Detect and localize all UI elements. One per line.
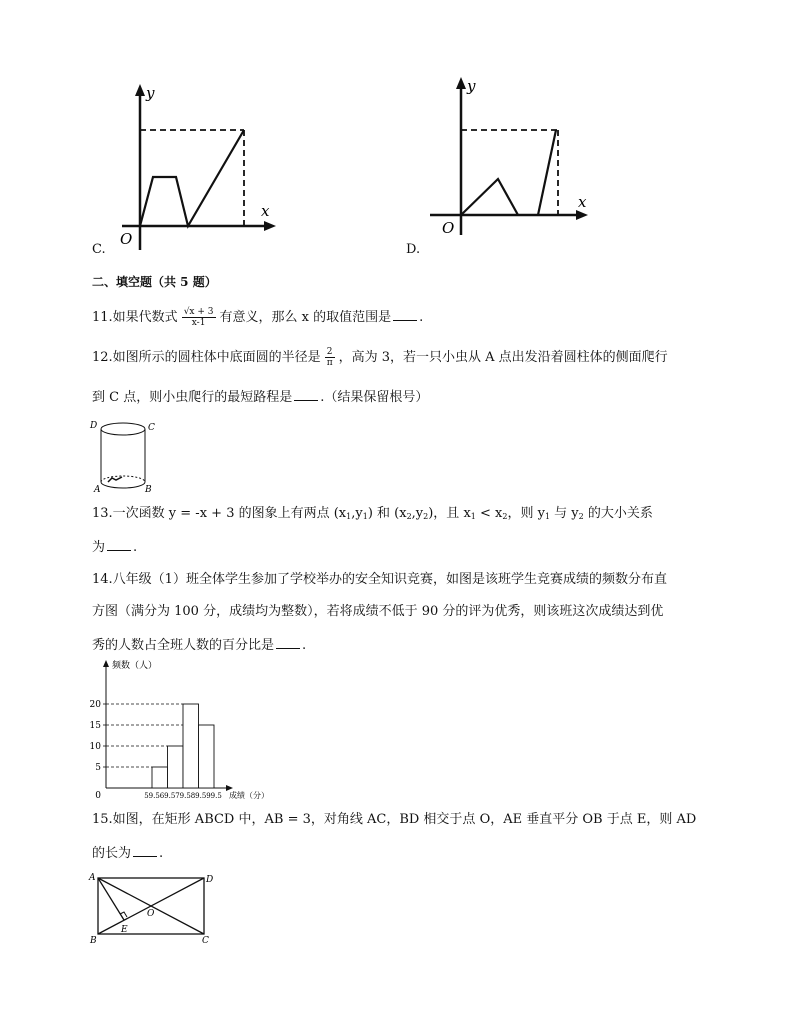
section-heading: 二、填空题（共 5 题） xyxy=(92,275,217,289)
cylinder-label-b: B xyxy=(145,485,152,494)
question-14-line-1: 14.八年级（1）班全体学生参加了学校举办的安全知识竞赛，如图是该班学生竞赛成绩的频数分布直 xyxy=(92,572,667,587)
hist-bar xyxy=(199,725,215,788)
option-d-label: D. xyxy=(406,242,421,257)
graph-d-x-label: x xyxy=(578,193,587,211)
q13-answer-blank[interactable] xyxy=(107,538,131,551)
q11-end: . xyxy=(419,310,424,325)
graph-d-x-arrow xyxy=(576,210,588,220)
q15-line2-post: . xyxy=(159,846,164,861)
hist-x-tick-label: 69.5 xyxy=(159,792,176,800)
q11-frac-den: x-1 xyxy=(191,318,206,328)
hist-x-label: 成绩（分） xyxy=(229,791,269,800)
hist-y-tick-label: 20 xyxy=(89,700,101,710)
cylinder-bottom-front xyxy=(101,482,145,488)
hist-y-label: 频数（人） xyxy=(112,661,158,671)
histogram-chart xyxy=(88,656,288,806)
q15-answer-blank[interactable] xyxy=(133,844,157,857)
graph-c-x-label: x xyxy=(261,202,270,220)
q14-answer-blank[interactable] xyxy=(276,636,300,649)
graph-c-y-arrow xyxy=(135,84,145,96)
graph-d xyxy=(428,75,598,250)
question-15-line-1: 15.如图，在矩形 ABCD 中，AB = 3，对角线 AC，BD 相交于点 O，AE 垂直平分 OB 于点 E，则 AD xyxy=(92,812,697,827)
hist-y-tick-label: 15 xyxy=(89,721,101,731)
hist-x-tick-label: 89.5 xyxy=(190,792,207,800)
cylinder-label-c: C xyxy=(148,423,155,433)
rect-label-e: E xyxy=(121,925,128,935)
rect-label-d: D xyxy=(206,875,214,885)
q13-line2-pre: 为 xyxy=(92,540,106,555)
q12-line2-pre: 到 C 点，则小虫爬行的最短路程是 xyxy=(92,390,293,405)
hist-x-tick-label: 79.5 xyxy=(175,792,191,800)
rect-label-o: O xyxy=(147,909,155,919)
option-c-label: C. xyxy=(92,242,106,257)
graph-d-curve-1 xyxy=(461,179,518,215)
q13-line2-post: . xyxy=(133,540,138,555)
q13-sub-5: 1 xyxy=(470,512,476,521)
graph-c-y-label: y xyxy=(146,84,155,102)
q13-text-5: )，且 x xyxy=(428,506,471,521)
graph-d-origin-label: O xyxy=(442,219,455,237)
q12-fraction xyxy=(325,347,335,368)
q13-text-7: ，则 y xyxy=(507,506,545,521)
rect-label-b: B xyxy=(90,936,97,946)
hist-y-tick-label: 5 xyxy=(95,763,101,773)
hist-bar xyxy=(183,704,199,788)
bug-icon xyxy=(108,477,122,482)
q12-line1-post: ，高为 3，若一只小虫从 A 点出发沿着圆柱体的侧面爬行 xyxy=(338,350,668,365)
question-15-line-2 xyxy=(92,844,163,862)
q12-line1-pre: 12.如图所示的圆柱体中底面圆的半径是 xyxy=(92,350,321,365)
q12-frac-num: 2 xyxy=(325,347,335,358)
q14-line3-post: . xyxy=(302,638,307,653)
q14-line3-pre: 秀的人数占全班人数的百分比是 xyxy=(92,638,275,653)
q11-post: 有意义，那么 x 的取值范围是 xyxy=(219,310,392,325)
q11-frac-num: √x + 3 xyxy=(183,307,214,317)
rect-label-c: C xyxy=(202,936,209,946)
hist-x-tick-label: 59.5 xyxy=(144,792,160,800)
q12-answer-blank[interactable] xyxy=(294,388,318,401)
q13-sub-3: 2 xyxy=(406,512,412,521)
q12-frac-den: π xyxy=(326,358,333,368)
hist-bar xyxy=(152,767,168,788)
q11-fraction xyxy=(182,307,216,328)
hist-x-tick-label: 99.5 xyxy=(206,792,222,800)
q13-text-6: < x xyxy=(475,506,503,521)
q13-sub-6: 2 xyxy=(502,512,508,521)
graph-c xyxy=(118,82,288,257)
q13-sub-2: 1 xyxy=(362,512,368,521)
question-12-line-1 xyxy=(92,346,668,370)
cylinder-bottom-back xyxy=(101,476,145,482)
q11-pre: 11.如果代数式 xyxy=(92,310,178,325)
graph-c-origin-label: O xyxy=(120,230,133,248)
question-13-line-2 xyxy=(92,538,137,556)
q13-text-1: 13.一次函数 y = -x + 3 的图象上有两点 (x xyxy=(92,506,347,521)
q13-text-3: ) 和 (x xyxy=(367,506,407,521)
graph-d-y-label: y xyxy=(467,77,476,95)
cylinder-label-a: A xyxy=(94,485,101,494)
question-12-line-2 xyxy=(92,388,428,406)
q15-line2-pre: 的长为 xyxy=(92,846,132,861)
q13-sub-8: 2 xyxy=(578,512,584,521)
graph-c-x-arrow xyxy=(264,221,276,231)
question-11 xyxy=(92,306,423,330)
graph-d-y-arrow xyxy=(456,77,466,89)
question-14-line-2: 方图（满分为 100 分，成绩均为整数），若将成绩不低于 90 分的评为优秀，则该班这次成绩达到优 xyxy=(92,604,664,619)
q12-line2-post: .（结果保留根号） xyxy=(320,390,429,405)
q13-sub-4: 2 xyxy=(423,512,429,521)
q11-answer-blank[interactable] xyxy=(393,308,417,321)
rect-label-a: A xyxy=(89,873,96,883)
q13-text-8: 与 y xyxy=(550,506,579,521)
cylinder-label-d: D xyxy=(90,421,98,431)
q13-sub-7: 1 xyxy=(544,512,551,521)
question-13-line-1 xyxy=(92,506,653,525)
cylinder-figure xyxy=(88,416,158,494)
q13-text-4: ,y xyxy=(411,506,424,521)
q13-text-9: 的大小关系 xyxy=(583,506,653,521)
rectangle-figure xyxy=(88,870,218,946)
graph-d-curve-2 xyxy=(538,130,556,215)
hist-y-tick-label: 10 xyxy=(89,742,101,752)
cylinder-top xyxy=(101,423,145,435)
graph-c-curve xyxy=(140,130,244,226)
question-14-line-3 xyxy=(92,636,306,654)
hist-origin-label: 0 xyxy=(95,791,101,801)
hist-y-arrow xyxy=(103,660,109,667)
q13-text-2: ,y xyxy=(351,506,363,521)
hist-bar xyxy=(168,746,184,788)
q13-sub-1: 1 xyxy=(346,512,352,521)
